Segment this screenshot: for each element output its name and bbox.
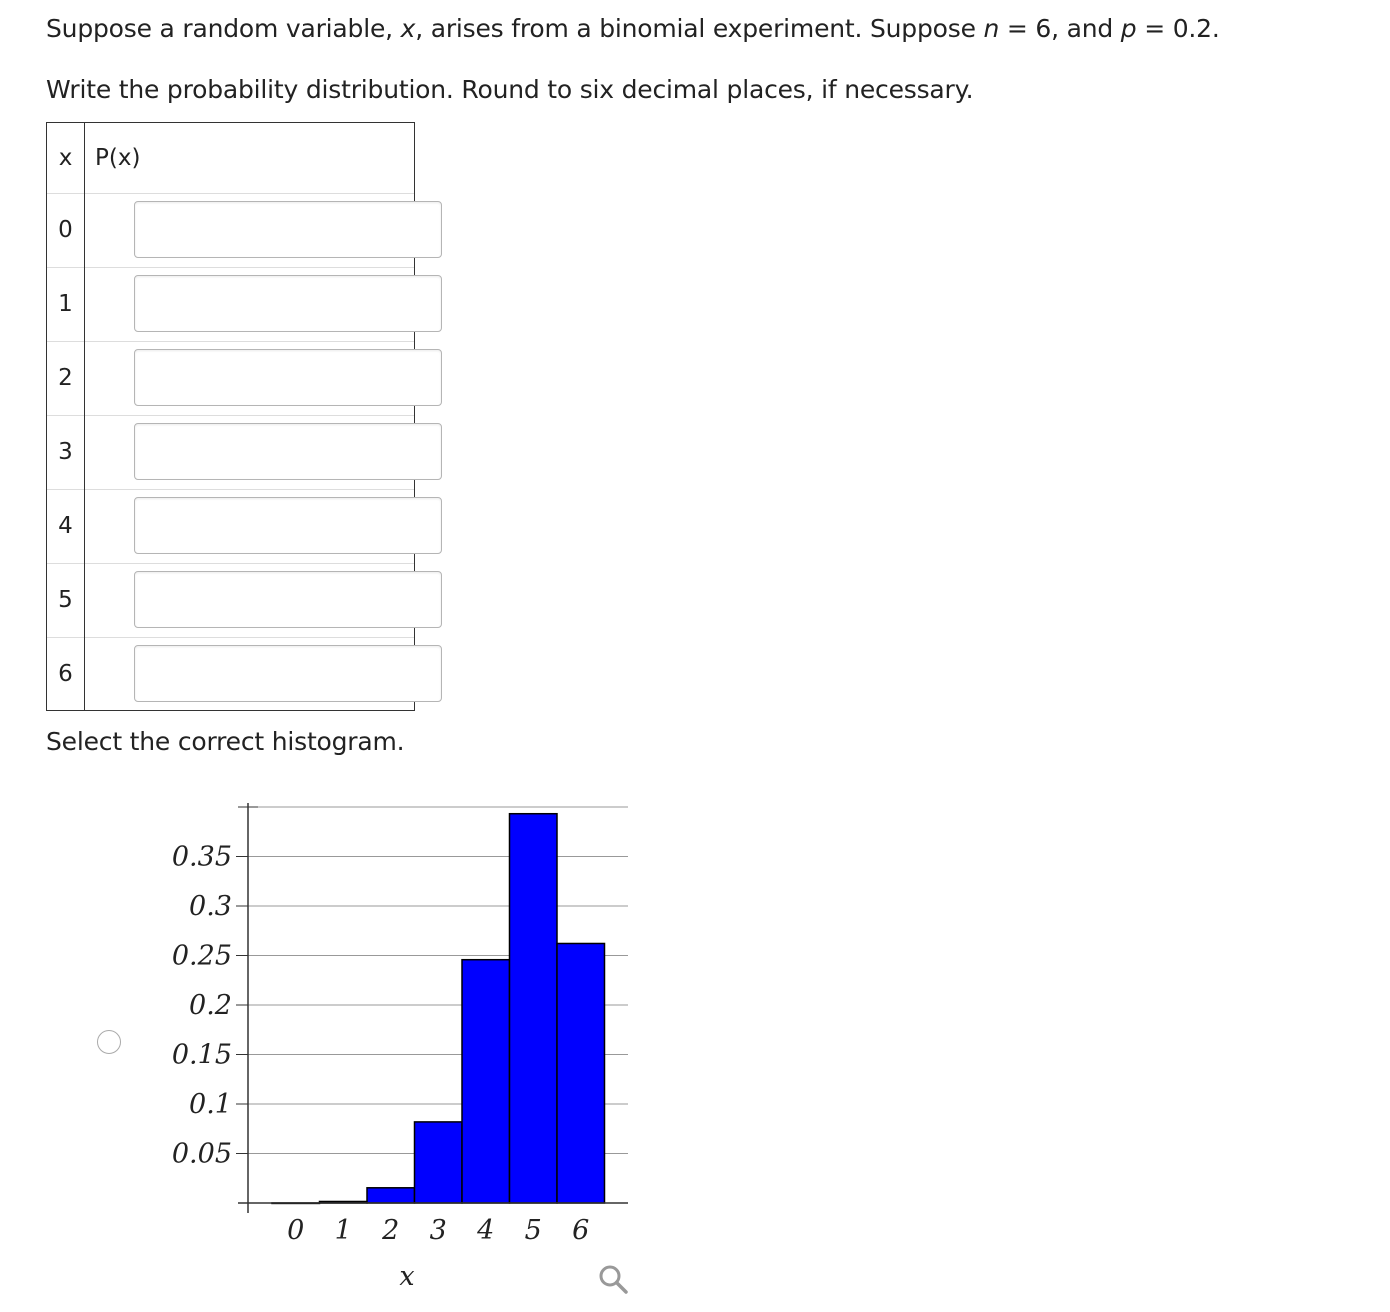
probability-input-1[interactable]: [134, 275, 442, 332]
x-axis-label: x: [399, 1261, 415, 1292]
table-row: [47, 563, 414, 638]
y-tick-label: 0.15: [171, 1039, 232, 1071]
table-row: [47, 341, 414, 416]
x-tick-label: 4: [477, 1215, 495, 1246]
row-x-value: 4: [47, 489, 85, 563]
probability-distribution-table: [46, 122, 415, 711]
variable-x: x: [400, 14, 416, 43]
header-x: x: [47, 123, 85, 193]
table-header-row: [47, 123, 414, 194]
histogram-bar: [415, 1122, 463, 1203]
table-row: [47, 415, 414, 490]
probability-input-3[interactable]: [134, 423, 442, 480]
row-x-value: 1: [47, 267, 85, 341]
row-x-value: 5: [47, 563, 85, 637]
histogram-bar: [367, 1188, 415, 1203]
table-row: [47, 267, 414, 342]
probability-input-2[interactable]: [134, 349, 442, 406]
table-row: [47, 637, 414, 711]
question-instruction: Write the probability distribution. Round to six decimal places, if necessary.: [46, 75, 974, 104]
row-x-value: 2: [47, 341, 85, 415]
table-row: [47, 193, 414, 268]
histogram-prompt: Select the correct histogram.: [46, 727, 405, 756]
x-tick-label: 5: [524, 1215, 542, 1246]
row-x-value: 3: [47, 415, 85, 489]
probability-input-4[interactable]: [134, 497, 442, 554]
x-tick-label: 6: [572, 1215, 590, 1246]
y-tick-label: 0.2: [189, 990, 232, 1021]
row-x-value: 0: [47, 193, 85, 267]
histogram-chart: [160, 795, 640, 1295]
probability-input-0[interactable]: [134, 201, 442, 258]
x-tick-label: 1: [334, 1215, 352, 1246]
table-row: [47, 489, 414, 564]
x-tick-label: 2: [382, 1215, 400, 1246]
y-tick-label: 0.25: [171, 940, 232, 972]
row-x-value: 6: [47, 637, 85, 711]
question-text-line1: Suppose a random variable, x, arises from a binomial experiment. Suppose n = 6, and p = 0.2.: [46, 14, 1220, 43]
x-tick-label: 0: [287, 1215, 305, 1246]
y-tick-label: 0.1: [189, 1089, 232, 1120]
y-tick-label: 0.05: [171, 1138, 232, 1170]
histogram-option-radio[interactable]: [97, 1030, 121, 1054]
y-tick-label: 0.35: [171, 841, 232, 873]
magnifier-icon[interactable]: [596, 1262, 632, 1298]
probability-input-5[interactable]: [134, 571, 442, 628]
histogram-bar: [557, 943, 605, 1203]
y-tick-label: 0.3: [189, 891, 232, 922]
x-tick-label: 3: [429, 1215, 447, 1246]
histogram-bar: [462, 960, 510, 1203]
header-px: P(x): [95, 145, 141, 171]
probability-input-6[interactable]: [134, 645, 442, 702]
variable-n: n: [983, 14, 1000, 43]
histogram-bar: [510, 814, 558, 1203]
variable-p: p: [1120, 14, 1137, 43]
